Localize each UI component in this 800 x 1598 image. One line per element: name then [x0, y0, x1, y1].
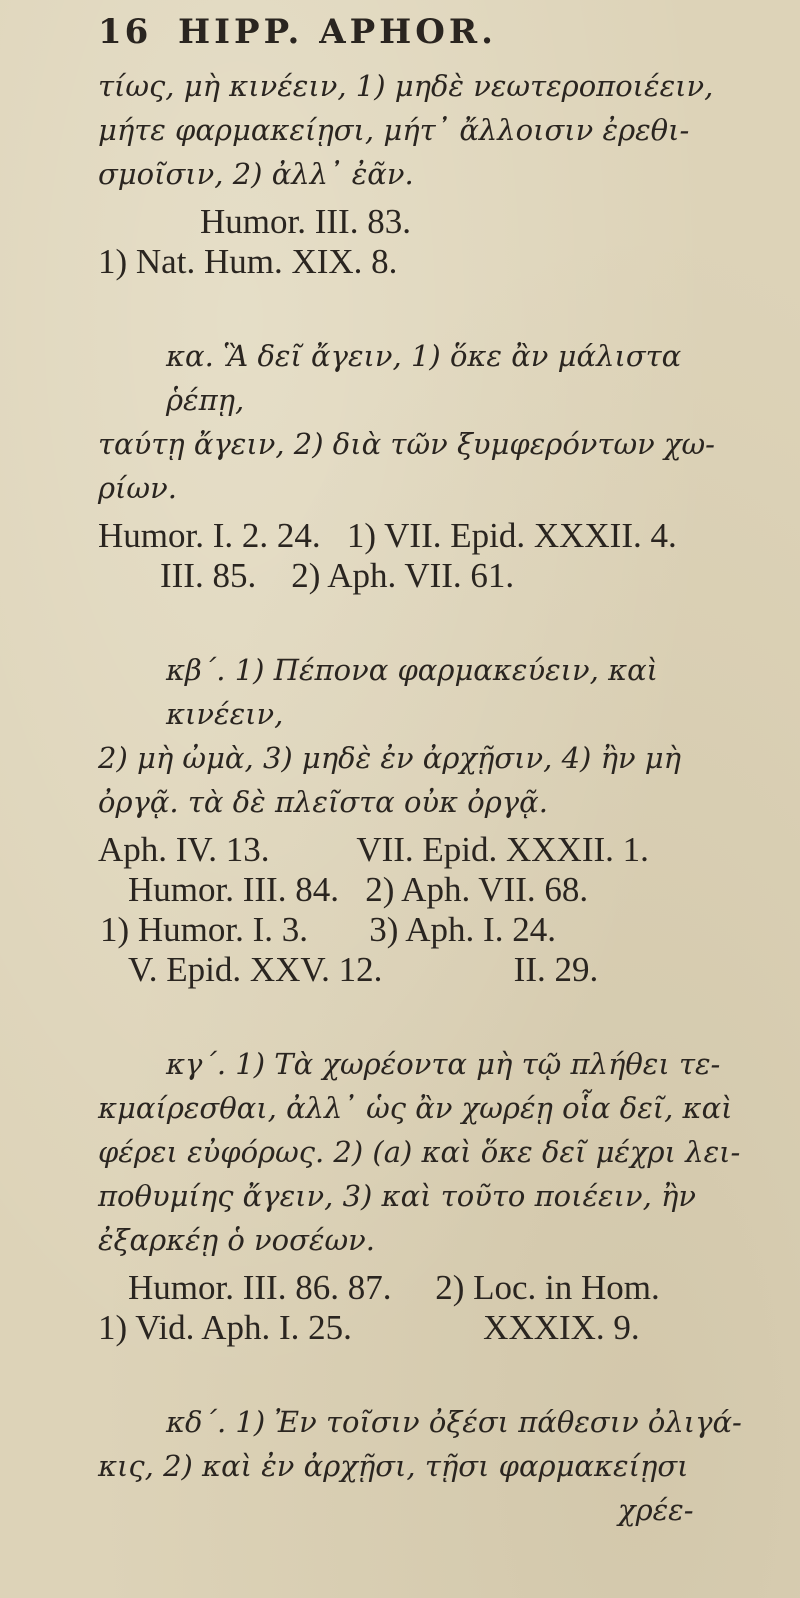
- greek-line: 2) μὴ ὠμὰ, 3) μηδὲ ἐν ἀρχῇσιν, 4) ἢν μὴ: [98, 741, 682, 775]
- reference-line: Humor. I. 2. 24. 1) VII. Epid. XXXII. 4.: [98, 516, 677, 555]
- aphorism-22: [98, 648, 760, 990]
- reference-line: Humor. III. 83.: [200, 202, 411, 241]
- reference-line: Humor. III. 84. 2) Aph. VII. 68.: [128, 870, 589, 909]
- greek-line: κμαίρεσθαι, ἀλλ᾽ ὡς ἂν χωρέῃ οἷα δεῖ, καὶ: [98, 1091, 733, 1125]
- cross-references: [98, 1268, 760, 1348]
- greek-line: φέρει εὐφόρως. 2) (a) καὶ ὅκε δεῖ μέχρι λει-: [98, 1135, 741, 1169]
- greek-line: κα. Ἃ δεῖ ἄγειν, 1) ὅκε ἂν μάλιστα ῥέπῃ,: [166, 339, 682, 417]
- greek-line: σμοῖσιν, 2) ἀλλ᾽ ἐᾶν.: [98, 157, 414, 191]
- greek-line: ποθυμίης ἄγειν, 3) καὶ τοῦτο ποιέειν, ἢν: [98, 1179, 697, 1213]
- aphorism-21: [98, 334, 760, 596]
- reference-line: 1) Nat. Hum. XIX. 8.: [98, 242, 398, 281]
- reference-line: 1) Humor. I. 3. 3) Aph. I. 24.: [100, 910, 556, 949]
- aphorism-21-continuation: [98, 64, 760, 282]
- reference-line: V. Epid. XXV. 12. II. 29.: [128, 950, 599, 989]
- cross-references: [98, 202, 760, 282]
- cross-references: [98, 516, 760, 596]
- greek-line: ρίων.: [98, 471, 177, 505]
- reference-line: Humor. III. 86. 87. 2) Loc. in Hom.: [128, 1268, 660, 1307]
- reference-line: 1) Vid. Aph. I. 25. XXXIX. 9.: [98, 1308, 640, 1347]
- aphorism-24: [98, 1400, 760, 1532]
- greek-line: μήτε φαρμακείῃσι, μήτ᾽ ἄλλοισιν ἐρεθι-: [98, 113, 690, 147]
- greek-line: ἐξαρκέῃ ὁ νοσέων.: [98, 1223, 375, 1257]
- page-number: 16: [98, 12, 152, 52]
- greek-line: ὀργᾷ. τὰ δὲ πλεῖστα οὐκ ὀργᾷ.: [98, 785, 548, 819]
- cross-references: [98, 830, 760, 990]
- greek-line: κγ΄. 1) Τὰ χωρέοντα μὴ τῷ πλήθει τε-: [166, 1047, 721, 1081]
- page-body: [98, 64, 760, 1532]
- greek-line: χρέε-: [618, 1493, 694, 1527]
- reference-line: Aph. IV. 13. VII. Epid. XXXII. 1.: [98, 830, 649, 869]
- aphorism-23: [98, 1042, 760, 1348]
- reference-line: III. 85. 2) Aph. VII. 61.: [160, 556, 515, 595]
- greek-line: κβ΄. 1) Πέπονα φαρμακεύειν, καὶ κινέειν,: [166, 653, 659, 731]
- greek-line: ταύτῃ ἄγειν, 2) διὰ τῶν ξυμφερόντων χω-: [98, 427, 715, 461]
- running-head: HIPP. APHOR.: [178, 12, 497, 52]
- greek-line: κδ΄. 1) Ἐν τοῖσιν ὀξέσι πάθεσιν ὀλιγά-: [166, 1405, 742, 1439]
- greek-line: κις, 2) καὶ ἐν ἀρχῇσι, τῇσι φαρμακείῃσι: [98, 1449, 689, 1483]
- page-header: [98, 4, 760, 60]
- greek-line: τίως, μὴ κινέειν, 1) μηδὲ νεωτεροποιέειν,: [98, 69, 714, 103]
